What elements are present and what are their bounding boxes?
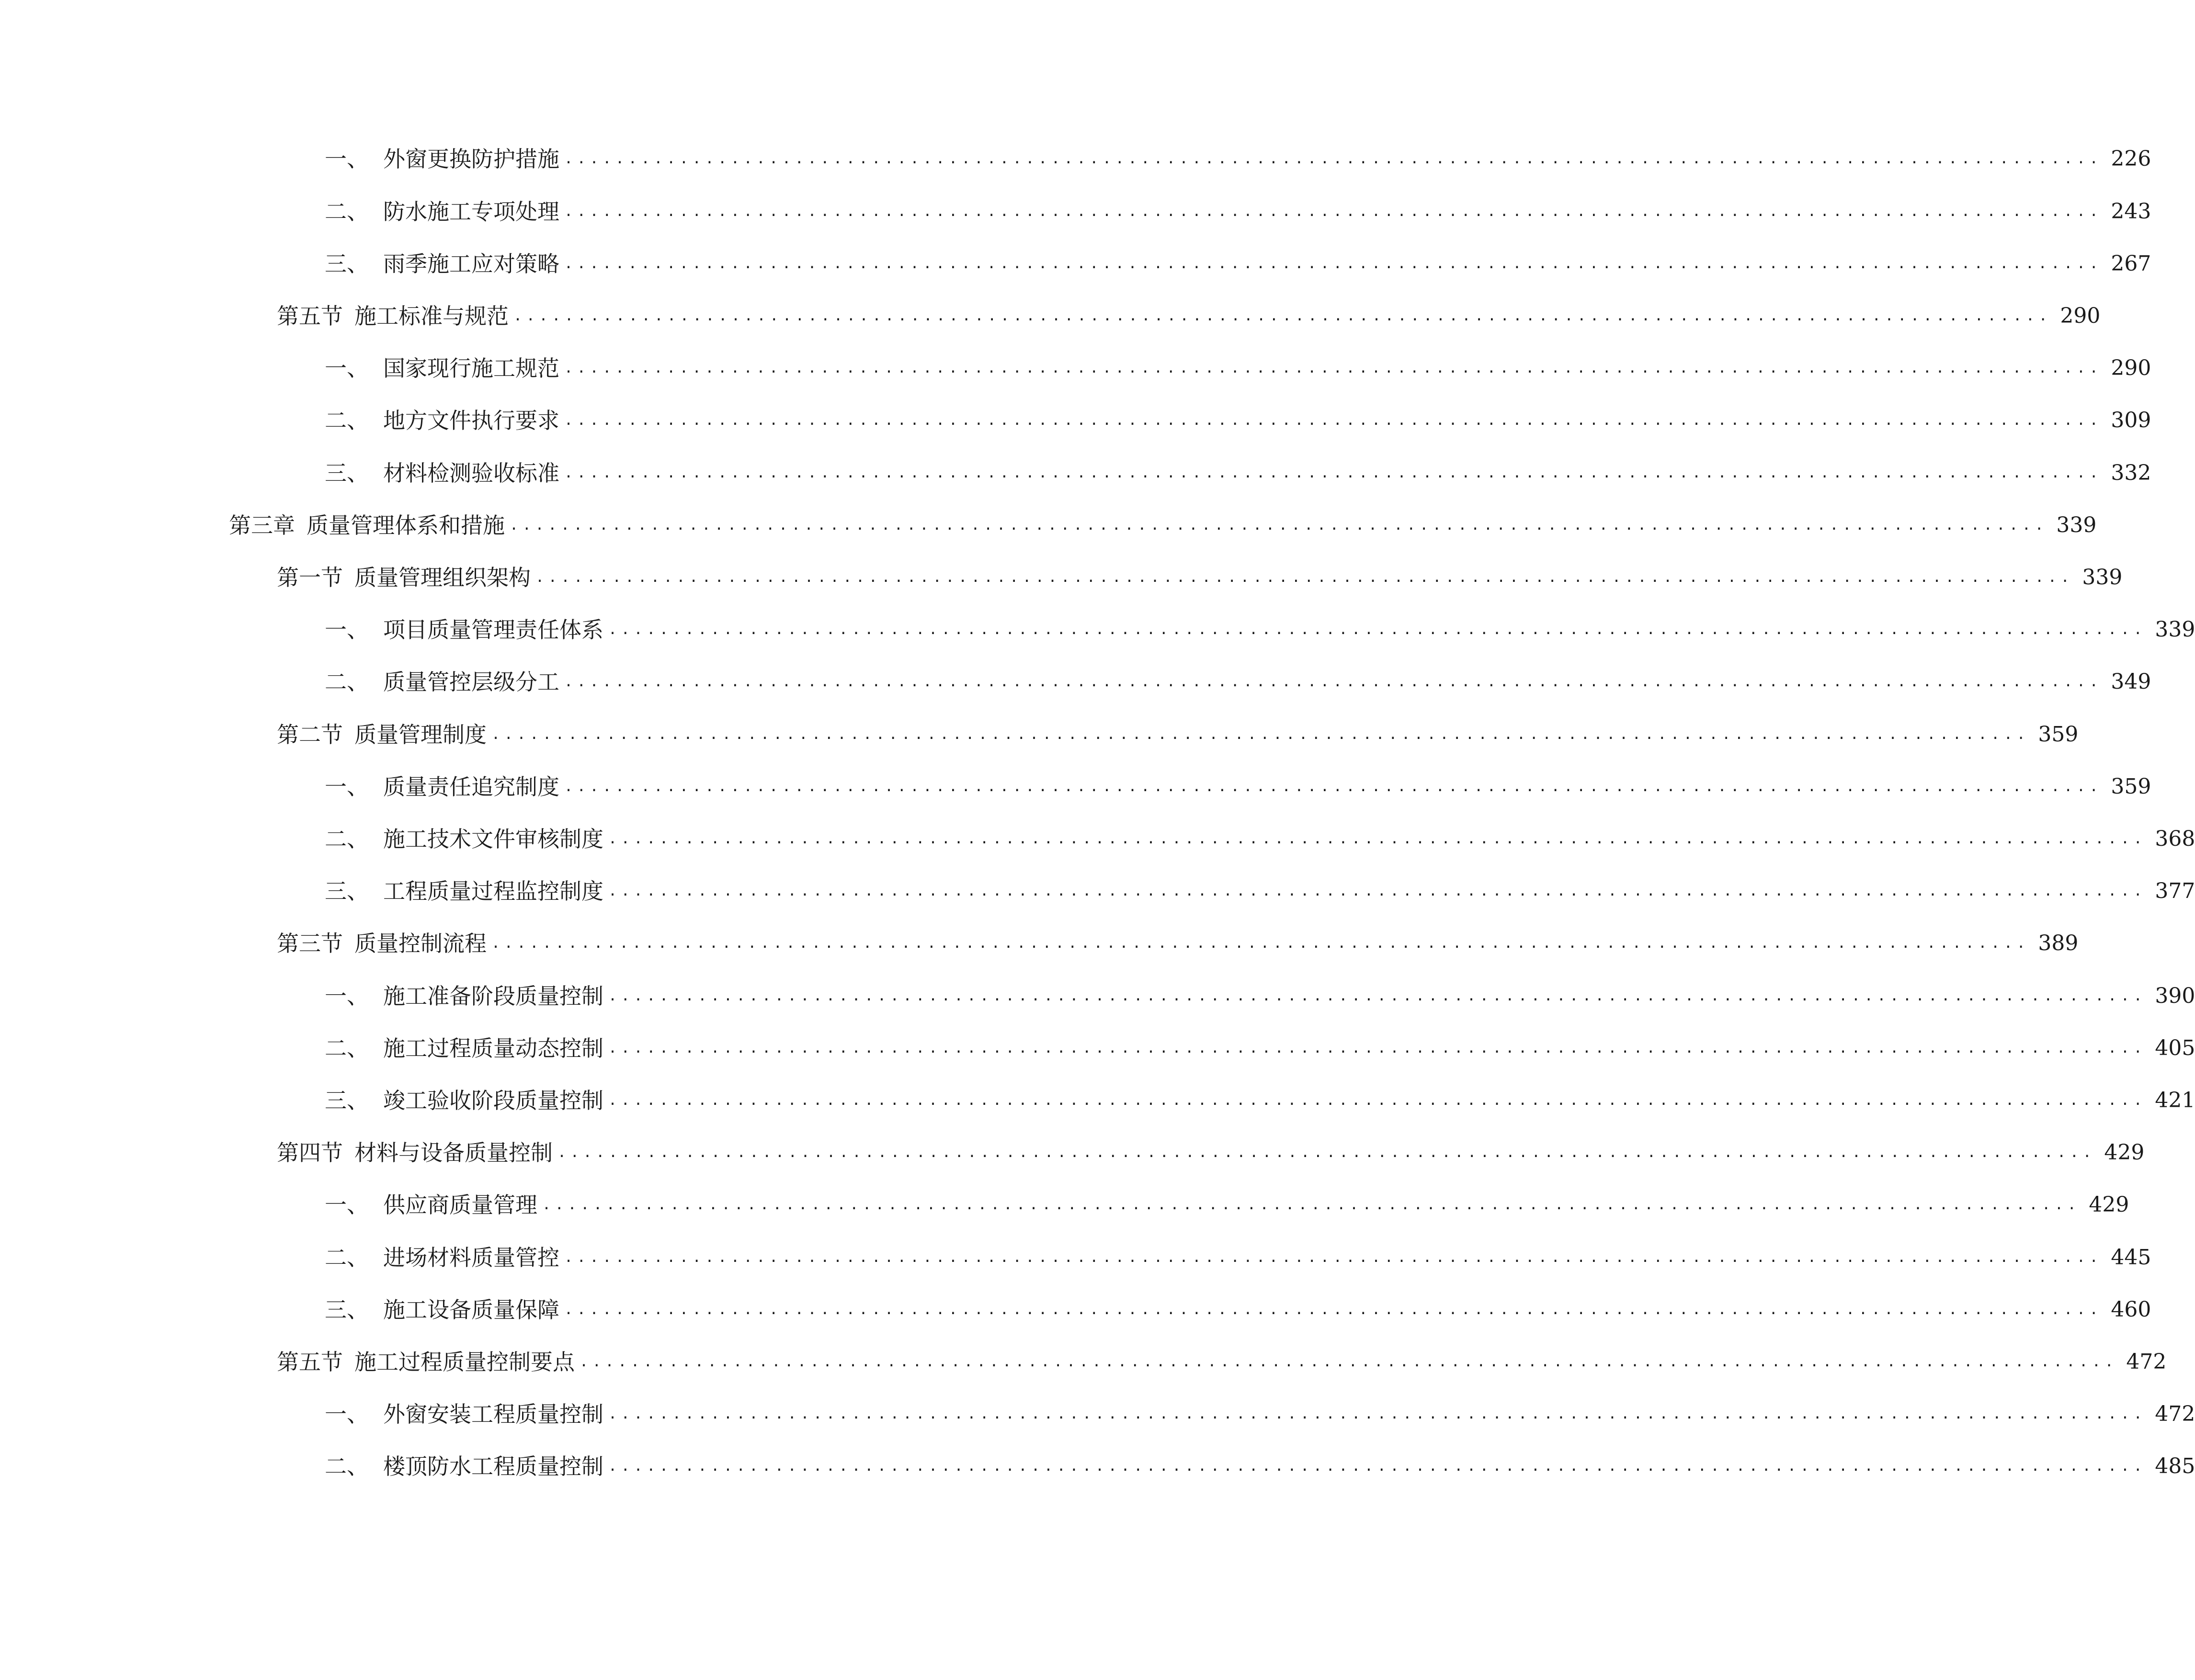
toc-entry-number: 三、 [325,251,369,277]
toc-entry-label [277,297,509,335]
toc-entry-title: 施工技术文件审核制度 [383,826,603,852]
toc-dot-leader: ........................................................................................................................ [510,517,2048,534]
toc-entry-label [277,558,531,597]
toc-entry-page: 405 [2155,1036,2195,1060]
toc-dot-leader: ........................................................................................................................ [608,830,2147,847]
toc-entry-page: 389 [2038,931,2079,955]
toc-entry[interactable] [277,558,2123,597]
toc-entry-page: 429 [2104,1140,2145,1165]
toc-entry-page: 339 [2056,513,2097,537]
toc-entry-label [325,1291,559,1329]
toc-entry-page: 290 [2060,304,2101,328]
toc-entry[interactable] [277,1343,2167,1381]
toc-entry-page: 429 [2089,1192,2129,1217]
toc-entry-label [325,611,603,649]
toc-entry-label [325,663,559,701]
toc-entry-page: 359 [2038,722,2079,747]
toc-entry-title: 质量管控层级分工 [383,669,559,695]
toc-entry-number: 第二节 [277,722,343,748]
toc-entry-number: 二、 [325,1245,369,1271]
toc-entry-label [325,140,559,178]
toc-entry-page: 472 [2126,1350,2167,1374]
toc-entry-page: 485 [2155,1454,2195,1478]
toc-entry-number: 三、 [325,460,369,486]
toc-entry-title: 防水施工专项处理 [383,199,559,225]
toc-entry-label [325,349,559,387]
toc-entry-title: 质量控制流程 [354,931,487,956]
toc-entry[interactable] [325,1238,2151,1277]
toc-dot-leader: ........................................................................................................................ [564,673,2103,690]
toc-entry[interactable] [325,820,2195,858]
toc-entry-page: 309 [2111,408,2151,432]
toc-entry[interactable] [325,401,2151,440]
toc-entry-number: 第三章 [229,512,295,538]
toc-entry-page: 359 [2111,774,2151,799]
toc-entry-page: 332 [2111,461,2151,485]
toc-entry[interactable] [325,349,2151,387]
toc-entry-number: 第五节 [277,1349,343,1375]
toc-entry-label [277,715,487,754]
toc-entry-page: 267 [2111,251,2151,276]
toc-dot-leader: ........................................................................................................................ [542,1196,2081,1213]
toc-entry-title: 材料与设备质量控制 [354,1140,553,1166]
toc-dot-leader: ........................................................................................................................ [491,935,2030,952]
toc-entry-number: 二、 [325,826,369,852]
toc-dot-leader: ........................................................................................................................ [513,307,2052,324]
toc-entry-number: 二、 [325,1035,369,1061]
toc-entry[interactable] [325,1186,2129,1224]
toc-entry-label [325,245,559,283]
toc-entry[interactable] [325,1291,2151,1329]
toc-entry-page: 472 [2155,1402,2195,1426]
toc-entry-page: 349 [2111,670,2151,694]
toc-entry[interactable] [325,611,2195,649]
toc-entry-number: 二、 [325,199,369,225]
toc-entry-number: 三、 [325,1088,369,1113]
toc-entry-title: 进场材料质量管控 [383,1245,559,1271]
toc-entry-page: 339 [2082,565,2123,590]
toc-entry-number: 一、 [325,1192,369,1218]
toc-entry-label [325,768,559,806]
toc-entry-label [277,1343,575,1381]
toc-dot-leader: ........................................................................................................................ [491,726,2030,743]
toc-entry[interactable] [277,1134,2145,1172]
toc-entry-label [325,977,603,1015]
toc-entry-title: 地方文件执行要求 [383,408,559,433]
toc-entry[interactable] [325,1029,2195,1067]
toc-entry-title: 外窗更换防护措施 [383,146,559,172]
toc-dot-leader: ........................................................................................................................ [564,203,2103,220]
toc-entry-title: 国家现行施工规范 [383,355,559,381]
toc-entry[interactable] [325,1395,2195,1433]
toc-entry[interactable] [325,140,2151,178]
toc-entry-number: 三、 [325,878,369,904]
toc-entry[interactable] [325,872,2195,910]
toc-entry[interactable] [325,245,2151,283]
toc-entry-page: 377 [2155,879,2195,903]
toc-entry-page: 460 [2111,1297,2151,1322]
toc-entry-title: 施工过程质量动态控制 [383,1035,603,1061]
toc-entry-title: 施工设备质量保障 [383,1297,559,1323]
toc-entry[interactable] [325,768,2151,806]
toc-entry-title: 楼顶防水工程质量控制 [383,1453,603,1479]
toc-entry-title: 材料检测验收标准 [383,460,559,486]
toc-entry-page: 421 [2155,1088,2195,1112]
toc-entry-label [325,820,603,858]
toc-dot-leader: ........................................................................................................................ [535,569,2074,586]
toc-entry[interactable] [277,924,2079,963]
toc-entry-label [325,454,559,492]
toc-entry-title: 供应商质量管理 [383,1192,537,1218]
toc-entry-title: 质量管理组织架构 [354,565,531,590]
toc-entry-label [277,924,487,963]
toc-entry-label [325,401,559,440]
toc-entry-number: 第三节 [277,931,343,956]
toc-dot-leader: ........................................................................................................................ [564,412,2103,429]
toc-dot-leader: ........................................................................................................................ [608,621,2147,638]
toc-entry-page: 290 [2111,356,2151,380]
toc-entry-label [277,1134,553,1172]
toc-entry-title: 项目质量管理责任体系 [383,617,603,643]
toc-entry-number: 一、 [325,146,369,172]
toc-entry[interactable] [325,977,2195,1015]
toc-entry-title: 外窗安装工程质量控制 [383,1401,603,1427]
toc-dot-leader: ........................................................................................................................ [608,1458,2147,1475]
toc-entry-label [325,872,603,910]
toc-entry-page: 445 [2111,1245,2151,1270]
toc-entry-title: 施工标准与规范 [354,303,509,329]
toc-entry-label [229,506,505,545]
toc-dot-leader: ........................................................................................................................ [608,988,2147,1004]
toc-entry-number: 第五节 [277,303,343,329]
toc-entry-page: 339 [2155,617,2195,642]
toc-dot-leader: ........................................................................................................................ [608,1040,2147,1056]
toc-entry-page: 390 [2155,984,2195,1008]
toc-entry[interactable] [325,1447,2195,1486]
toc-entry-page: 243 [2111,199,2151,224]
toc-dot-leader: ........................................................................................................................ [564,360,2103,376]
toc-dot-leader: ........................................................................................................................ [564,150,2103,167]
toc-entry-label [325,193,559,231]
toc-dot-leader: ........................................................................................................................ [564,465,2103,481]
toc-entry-number: 第四节 [277,1140,343,1166]
toc-dot-leader: ........................................................................................................................ [608,1092,2147,1109]
toc-entry-number: 一、 [325,355,369,381]
toc-entry-label [325,1081,603,1120]
toc-entry-number: 一、 [325,617,369,643]
toc-entry-title: 施工准备阶段质量控制 [383,983,603,1009]
toc-entry-page: 368 [2155,827,2195,851]
toc-entry-title: 雨季施工应对策略 [383,251,559,277]
toc-entry-label [325,1029,603,1067]
toc-entry[interactable] [325,193,2151,231]
toc-entry-label [325,1238,559,1277]
toc-entry-number: 三、 [325,1297,369,1323]
toc-entry-number: 二、 [325,1453,369,1479]
toc-entry[interactable] [325,1081,2195,1120]
toc-entry[interactable] [325,454,2151,492]
toc-entry-number: 一、 [325,774,369,800]
toc-entry-title: 竣工验收阶段质量控制 [383,1088,603,1113]
toc-entry-page: 226 [2111,147,2151,171]
toc-entry-number: 二、 [325,669,369,695]
toc-dot-leader: ........................................................................................................................ [564,255,2103,272]
toc-entry[interactable] [277,297,2101,335]
toc-entry-title: 施工过程质量控制要点 [354,1349,575,1375]
toc-entry[interactable] [229,506,2097,545]
toc-entry-number: 第一节 [277,565,343,590]
toc-dot-leader: ........................................................................................................................ [557,1144,2096,1161]
toc-entry-label [325,1447,603,1486]
toc-dot-leader: ........................................................................................................................ [608,883,2147,899]
toc-dot-leader: ........................................................................................................................ [564,1301,2103,1318]
toc-dot-leader: ........................................................................................................................ [564,1249,2103,1266]
toc-entry[interactable] [277,715,2079,754]
toc-entry-number: 二、 [325,408,369,433]
toc-entry[interactable] [325,663,2151,701]
toc-entry-title: 质量管理体系和措施 [307,512,505,538]
toc-entry-title: 工程质量过程监控制度 [383,878,603,904]
toc-entry-number: 一、 [325,1401,369,1427]
toc-entry-title: 质量责任追究制度 [383,774,559,800]
toc-entry-label [325,1395,603,1433]
toc-entry-title: 质量管理制度 [354,722,487,748]
toc-entry-label [325,1186,537,1224]
toc-entry-number: 一、 [325,983,369,1009]
toc-dot-leader: ........................................................................................................................ [564,778,2103,795]
toc-dot-leader: ........................................................................................................................ [580,1353,2118,1370]
toc-dot-leader: ........................................................................................................................ [608,1406,2147,1422]
